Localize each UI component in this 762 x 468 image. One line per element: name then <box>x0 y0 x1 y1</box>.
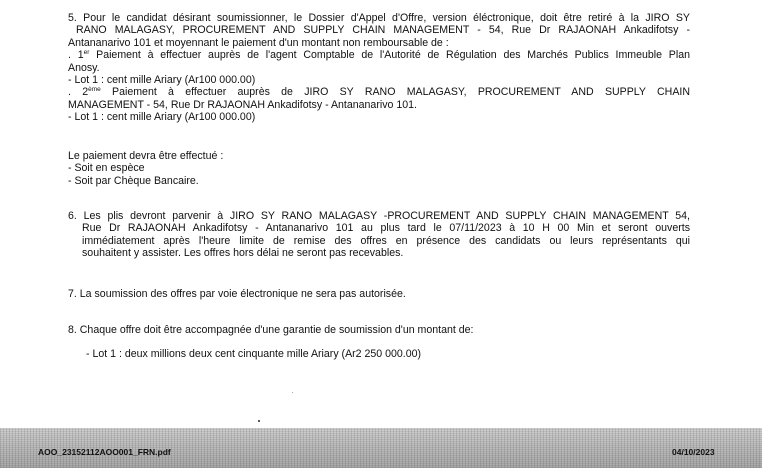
footer-filename: AOO_23152112AOO001_FRN.pdf <box>38 447 171 457</box>
scan-speck <box>292 392 293 393</box>
payment-methods-heading: Le paiement devra être effectué : <box>68 150 224 162</box>
section-5-line-1: 5. Pour le candidat désirant soumissionner, le Dossier d'Appel d'Offre, version éléctronique, doit être retiré à la JIRO SY <box>68 12 690 24</box>
payment-1-lot: - Lot 1 : cent mille Ariary (Ar100 000.00) <box>68 74 256 87</box>
payment-1-prefix: . 1 <box>68 49 84 62</box>
section-7-text: 7. La soumission des offres par voie électronique ne sera pas autorisée. <box>68 288 406 300</box>
section-6-line-2: Rue Dr RAJAONAH Ankadifotsy - Antananarivo 101 au plus tard le 07/11/2023 à 10 H 00 Min et seront ouverts <box>82 222 690 235</box>
payment-1-ordinal: er <box>83 49 90 57</box>
section-6 <box>68 210 690 260</box>
section-8 <box>68 324 690 361</box>
section-6-line-1: 6. Les plis devront parvenir à JIRO SY RANO MALAGASY -PROCUREMENT AND SUPPLY CHAIN MANAGEMENT 54, <box>68 210 690 222</box>
section-5-line-3: Antananarivo 101 et moyennant le paiement d'un montant non remboursable de : <box>68 36 449 49</box>
payment-methods <box>68 150 468 187</box>
section-8-text: 8. Chaque offre doit être accompagnée d'une garantie de soumission d'un montant de: <box>68 324 474 336</box>
footer-date: 04/10/2023 <box>672 447 715 457</box>
payment-2-ordinal: ème <box>88 86 101 94</box>
payment-option-cheque: - Soit par Chèque Bancaire. <box>68 174 199 187</box>
section-7 <box>68 288 690 300</box>
section-5-line-2-text: RANO MALAGASY, PROCUREMENT AND SUPPLY CHAIN MANAGEMENT - 54, Rue Dr RAJAONAH Ankadifotsy - <box>76 24 690 37</box>
document-footer <box>0 428 762 468</box>
section-8-lot: - Lot 1 : deux millions deux cent cinquante mille Ariary (Ar2 250 000.00) <box>86 348 422 361</box>
payment-2-line-1 <box>68 86 690 98</box>
payment-1-text: Paiement à effectuer auprès de l'agent Comptable de l'Autorité de Régulation des Marchés Publics Immeuble Plan <box>89 49 691 62</box>
section-6-line-3: immédiatement après l'heure limite de remise des offres en présence des candidats ou leurs représentants qui <box>82 234 690 247</box>
section-5-line-2 <box>68 24 690 36</box>
section-5 <box>68 12 690 124</box>
scan-speck <box>258 420 260 422</box>
payment-2-prefix: . 2 <box>68 86 89 99</box>
payment-1-line-2: Anosy. <box>68 61 100 74</box>
payment-2-line-2: MANAGEMENT - 54, Rue Dr RAJAONAH Ankadifotsy - Antananarivo 101. <box>68 98 417 111</box>
payment-1-line-1 <box>68 49 690 61</box>
section-6-line-4: souhaitent y assister. Les offres hors délai ne seront pas recevables. <box>82 247 404 260</box>
payment-2-text: Paiement à effectuer auprès de JIRO SY RANO MALAGASY, PROCUREMENT AND SUPPLY CHAIN <box>100 86 690 99</box>
payment-option-cash: - Soit en espèce <box>68 162 145 175</box>
payment-2-lot: - Lot 1 : cent mille Ariary (Ar100 000.00) <box>68 111 256 124</box>
